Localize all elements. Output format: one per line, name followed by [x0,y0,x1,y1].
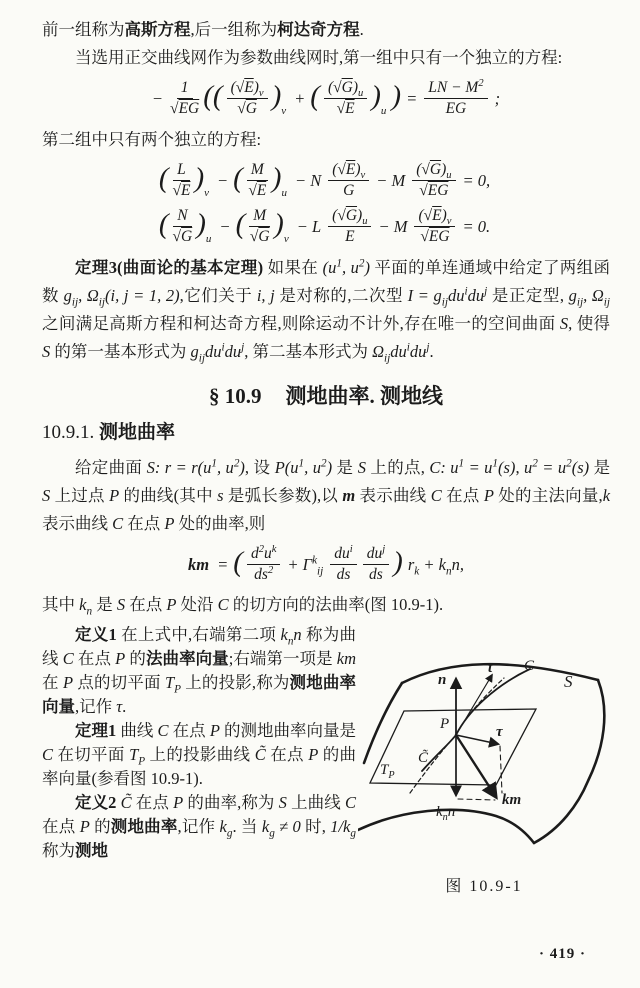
label-tangent-plane-tp: $T_P$ [380,762,395,782]
semicolon: ; [494,89,501,109]
paragraph-definition-2: 定义2 C̃ 在点 P 的曲率,称为 S 上曲线 C 在点 P 的测地曲率,记作 $k_g$. 当 $k_g \ne 0$ 时, $1/k_g$ 称为测地 [42,793,357,861]
paragraph-gauss-codazzi-naming: 前一组称为高斯方程,后一组称为柯达奇方程. [42,20,364,39]
denominator: ds [369,565,383,583]
figure-drawing [358,623,610,861]
fraction-one-over-sqrt-eg [170,79,199,119]
label-curve-c-tilde: C̃ [418,750,429,767]
codazzi-equation-1 [42,161,610,201]
denominator: E [345,228,355,246]
numerator: $(√G)_u$ [324,79,367,99]
dashed-connector-vertical [500,746,502,793]
paragraph-second-group: 第二组中只有两个独立的方程: [42,129,262,149]
minus-m-term: − M [378,217,408,237]
denominator: √EG [419,181,449,199]
paragraph-given-surface: 给定曲面 S: $r = r(u^1$, $u^2$), 设 $P(u^1$, $u^2$) 是 S 上的点, C: $u^1 = u^1(s)$, $u^2 = u^2(s)$ 是 S 上过点 P 的曲线(其中 s 是弧长参数),以 m 表示曲线 C 在点 P 处的主法向量,k 表示曲线 C 在点 P 处的曲率,则 [42,457,611,533]
fraction-sqrt-g-u [324,79,367,119]
denominator: G [343,181,355,199]
equals-zero: = 0. [462,217,491,237]
numerator: M [247,161,268,181]
numerator: $du^i$ [330,545,356,565]
numerator: $d^2u^k$ [247,545,280,565]
close-paren: ) [194,161,205,194]
gauss-equation-display [42,79,610,119]
surface-right-edge [534,680,604,843]
denominator: √G [172,228,193,246]
minus-sign: − [217,170,229,190]
rk-knn-term: $r_k + k_nn$, [407,554,464,577]
denominator: √EG [420,228,450,246]
paragraph-theorem-3: 定理3(曲面论的基本定理) 如果在 ($u^1$, $u^2$) 平面的单连通域中给定了两组函数 $g_{ij}$, $\Omega_{ij}(i$, j = 1, 2),它们关于 i, j 是对称的,二次型 $I = g_{ij}du^idu^j$ 是正定型, $g_{ij}$, $\Omega_{ij}$ 之间满足高斯方程和柯达奇方程,则除运动不计外,存在唯一的空间曲面 S, 使得 S 的第一基本形式为 $g_{ij}du^idu^j$, 第二基本形式为 $\Omega_{ij}du^idu^j$. [42,257,611,364]
subsection-heading: 10.9.1. 测地曲率 [42,421,176,443]
open-paren: (( [203,80,223,113]
close-paren: ) [274,208,284,241]
equals-sign: = [217,554,229,574]
label-curve-c: C [524,658,535,675]
close-paren: ) [196,208,206,241]
fraction-d2uk-ds2 [247,545,280,585]
km-term: km [188,554,210,574]
numerator: $(√G)_u$ [328,207,371,227]
fraction-sqrt-e-v-over-sqrt-eg [414,207,455,247]
denominator: EG [445,100,467,118]
subscript-v: v [204,186,210,199]
numerator: $(√E)_v$ [227,79,268,99]
section-title-text: 测地曲率. 测地线 [285,383,443,408]
denominator: √G [237,100,257,118]
numerator: N [173,207,191,227]
paragraph-orthogonal-net: 当选用正交曲线网作为参数曲线网时,第一组中只有一个独立的方程: [75,48,563,67]
geodesic-curvature-equation [42,545,610,585]
numerator: $(√G)_u$ [412,161,455,181]
label-km: km [502,792,522,809]
christoffel-term: + $\Gamma^k_{ij}$ [287,554,324,577]
minus-sign: − [219,217,231,237]
denominator: √E [336,100,355,118]
close-paren: ) [371,80,381,113]
km-vector [456,735,496,797]
fraction-sqrt-g-u-over-sqrt-eg [412,161,455,201]
label-kn-n: $k_nn$ [436,804,456,824]
fraction-dui-ds [330,545,356,585]
section-number: § 10.9 [209,383,262,408]
denominator: √G [249,228,270,246]
fraction-m-sqrt-e [247,161,268,201]
fraction-m-sqrt-g [249,207,270,247]
plus-sign: + [294,89,306,109]
label-normal-n: n [438,672,447,689]
numerator: M [249,207,270,227]
label-tau: τ [496,724,503,741]
minus-n-term: − N [294,170,322,190]
paragraph-where-kn: 其中 $k_n$ 是 S 在点 P 处沿 C 的切方向的法曲率(图 10.9-1). [42,595,444,618]
close-paren: ) [391,80,402,113]
codazzi-equation-2 [42,207,610,247]
numerator: 1 [177,79,193,99]
equals-sign: = [406,89,418,109]
fraction-sqrt-e-v-over-g [328,161,369,201]
denominator: ds [336,565,351,583]
fraction-sqrt-g-u-over-e [328,207,371,247]
subscript-u: u [281,186,287,199]
left-text-column [42,623,356,896]
open-paren: ( [310,80,320,113]
minus-m-term: − M [376,170,406,190]
fraction-sqrt-e-v [227,79,268,119]
open-paren: ( [158,208,169,241]
close-paren: ) [393,545,403,578]
denominator: √EG [170,100,200,118]
denominator: √E [248,181,267,199]
close-paren: ) [271,161,282,194]
figure-caption: 图 10.9-1 [445,878,523,896]
open-paren: ( [233,545,243,578]
subscript-v: v [283,233,289,246]
close-paren: ) [271,80,282,113]
page-number: · 419 · [538,946,586,962]
paragraph-definition-1: 定义1 在上式中,右端第二项 $k_nn$ 称为曲线 C 在点 P 的法曲率向量;右端第一项是 km 在 P 点的切平面 $T_P$ 上的投影,称为测地曲率向量,记作 τ. [42,625,357,717]
minus-sign: − [151,89,164,109]
subscript-u: u [205,233,212,246]
surface-left-edge [364,683,402,763]
fraction-ln-m2-over-eg [424,79,487,119]
denominator: √E [172,181,191,199]
dashed-connector-horizontal [458,799,495,800]
equals-zero: = 0, [462,170,491,190]
open-paren: ( [158,161,169,194]
numerator: $(√E)_v$ [328,161,369,181]
figure-10-9-1 [358,623,610,861]
denominator: $ds^2$ [254,564,274,583]
label-surface-s: S [564,672,573,692]
label-tangent-t: t [488,660,493,677]
fraction-l-sqrt-e [172,161,190,201]
numerator: $(√E)_v$ [414,207,455,227]
numerator: LN − $M^2$ [424,79,487,99]
two-column-region [42,623,610,896]
fraction-duj-ds [363,545,389,585]
subscript-v: v [281,105,287,118]
fraction-n-sqrt-g [173,207,193,247]
subscript-u: u [380,105,387,118]
paragraph-theorem-1: 定理1 曲线 C 在点 P 的测地曲率向量是 C 在切平面 $T_P$ 上的投影曲线 C̃ 在点 P 的曲率向量(参看图 10.9-1). [42,721,357,789]
label-point-p: P [440,716,450,733]
open-paren: ( [233,161,243,194]
minus-l-term: − L [296,217,322,237]
tangent-vector-t [456,675,492,735]
figure-column [358,623,610,896]
section-heading [42,384,610,409]
open-paren: ( [235,208,246,241]
numerator: L [173,161,190,181]
numerator: $du^j$ [363,545,389,565]
